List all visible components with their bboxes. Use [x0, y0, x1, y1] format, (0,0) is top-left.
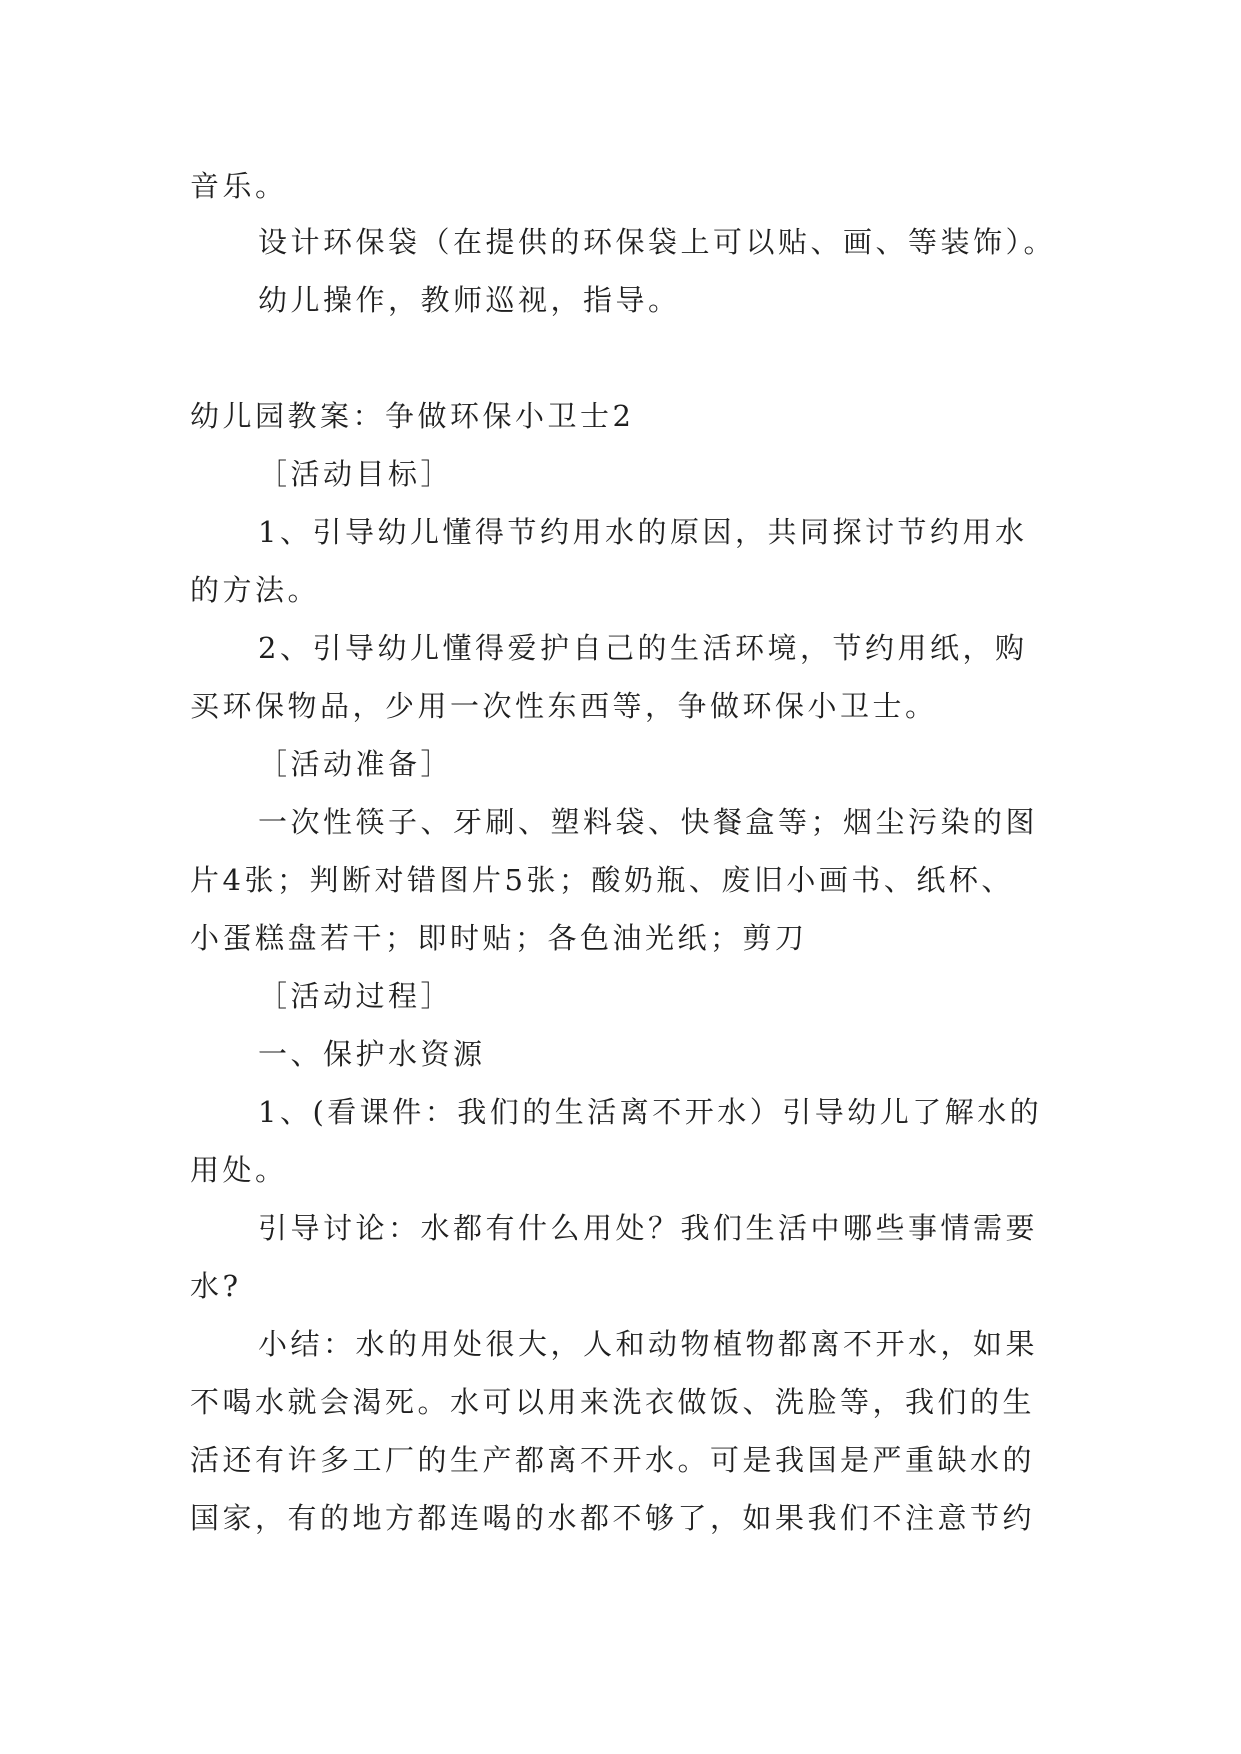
section-heading: ［活动准备］ [258, 747, 454, 781]
text-line: 不喝水就会渴死。水可以用来洗衣做饭、洗脸等，我们的生 [190, 1385, 1036, 1419]
text-line: 小蛋糕盘若干；即时贴；各色油光纸；剪刀 [190, 921, 808, 955]
text-line: 买环保物品，少用一次性东西等，争做环保小卫士。 [190, 689, 938, 723]
text-line: 引导讨论：水都有什么用处？我们生活中哪些事情需要 [258, 1211, 1039, 1245]
text-line: 片4张；判断对错图片5张；酸奶瓶、废旧小画书、纸杯、 [190, 863, 1014, 897]
text-line: 一、保护水资源 [258, 1037, 486, 1071]
text-line: 小结：水的用处很大，人和动物植物都离不开水，如果 [258, 1327, 1039, 1361]
text-line: 设计环保袋（在提供的环保袋上可以贴、画、等装饰）。 [258, 225, 1057, 259]
text-line: 1、引导幼儿懂得节约用水的原因，共同探讨节约用水 [258, 515, 1028, 549]
text-line: 国家，有的地方都连喝的水都不够了，如果我们不注意节约 [190, 1501, 1036, 1535]
section-title: 幼儿园教案：争做环保小卫士2 [190, 399, 635, 433]
text-line: 1、(看课件：我们的生活离不开水）引导幼儿了解水的 [258, 1095, 1043, 1129]
text-line: 活还有许多工厂的生产都离不开水。可是我国是严重缺水的 [190, 1443, 1036, 1477]
text-line: 一次性筷子、牙刷、塑料袋、快餐盒等；烟尘污染的图 [258, 805, 1039, 839]
text-line: 2、引导幼儿懂得爱护自己的生活环境，节约用纸，购 [258, 631, 1028, 665]
text-line: 用处。 [190, 1153, 288, 1187]
text-line: 水? [190, 1269, 242, 1303]
text-line: 音乐。 [190, 169, 288, 203]
text-line: 幼儿操作，教师巡视，指导。 [258, 283, 681, 317]
text-line: 的方法。 [190, 573, 321, 607]
section-heading: ［活动过程］ [258, 979, 454, 1013]
section-heading: ［活动目标］ [258, 457, 454, 491]
